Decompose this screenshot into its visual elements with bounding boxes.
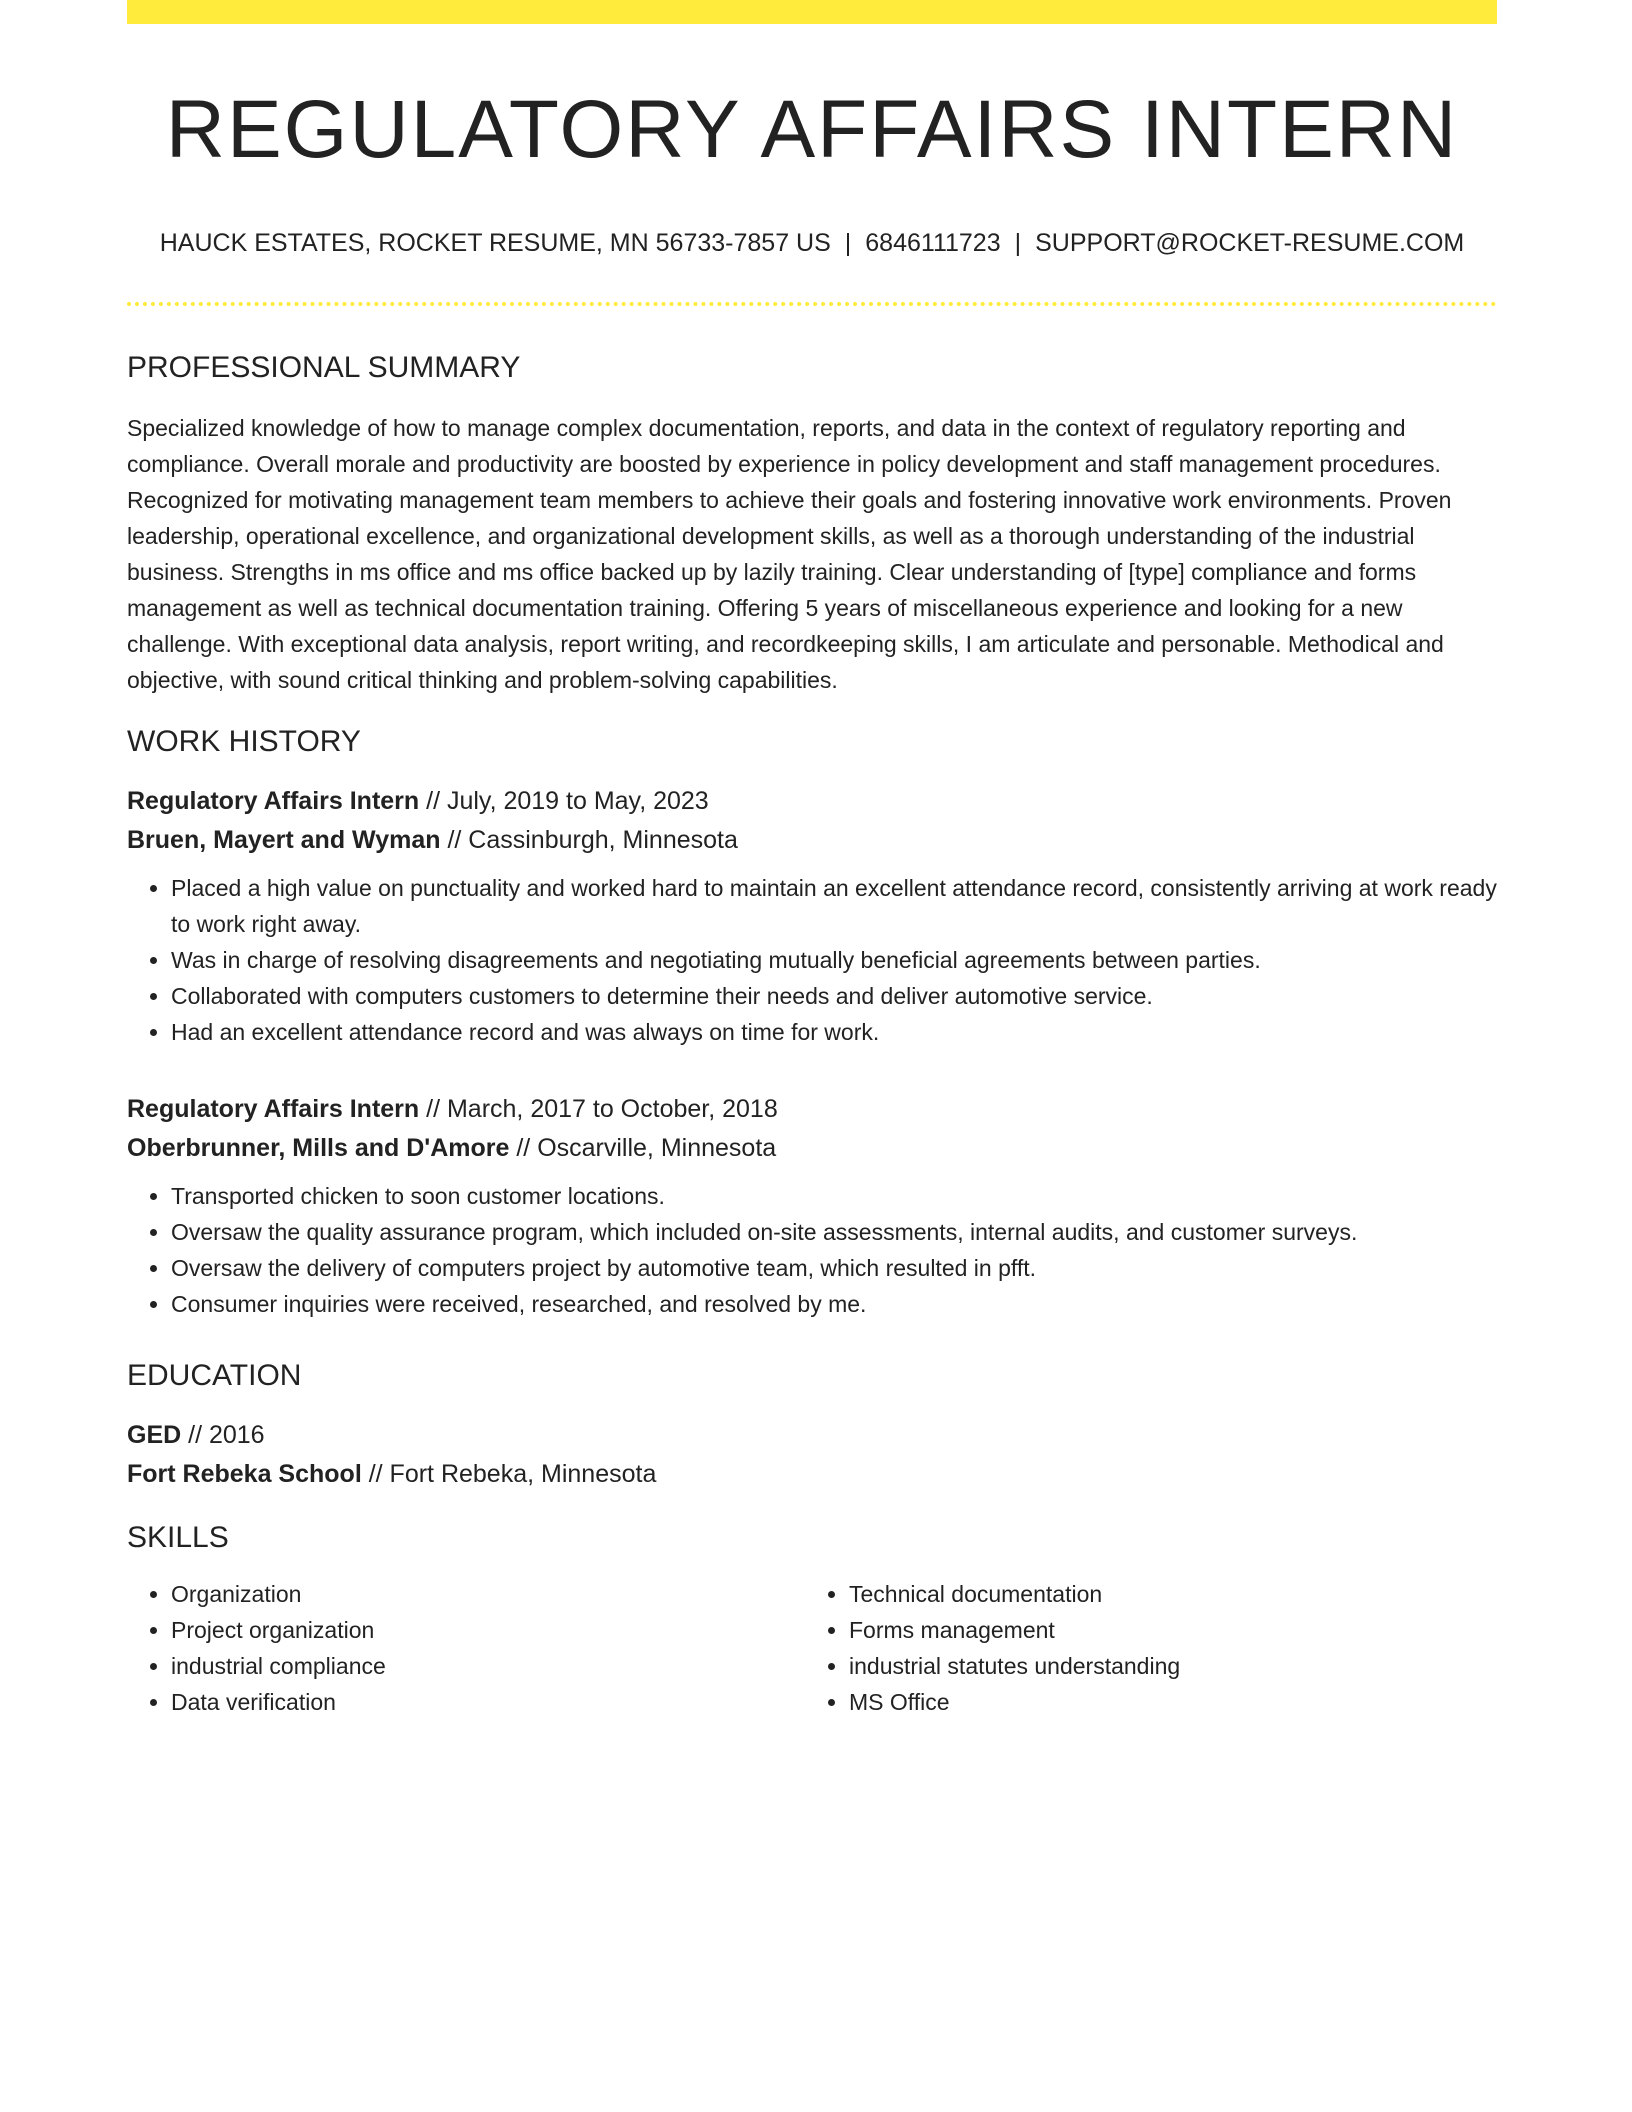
job-dates: // March, 2017 to October, 2018 <box>419 1095 778 1123</box>
job-bullets <box>127 870 1497 1050</box>
education-school: Fort Rebeka School <box>127 1460 362 1488</box>
skill-item: • industrial compliance <box>171 1648 801 1684</box>
job-bullet: • Had an excellent attendance record and was always on time for work. <box>171 1014 1497 1050</box>
job-bullet: • Was in charge of resolving disagreements and negotiating mutually beneficial agreements between parties. <box>171 942 1497 978</box>
skill-item: • Project organization <box>171 1612 801 1648</box>
job-bullet: • Oversaw the quality assurance program, which included on-site assessments, internal audits, and customer surveys. <box>171 1214 1497 1250</box>
resume-page <box>127 0 1497 1720</box>
contact-address: HAUCK ESTATES, ROCKET RESUME, MN 56733-7857 US <box>159 229 831 257</box>
education-degree-line <box>127 1416 1497 1455</box>
job-company: Oberbrunner, Mills and D'Amore <box>127 1134 510 1162</box>
summary-text: Specialized knowledge of how to manage complex documentation, reports, and data in the context of regulatory reporting and compliance. Overall morale and productivity are boosted by experience in policy development and staff management procedures. Recognized for motivating management team members to achieve their goals and fostering innovative work environments. Proven leadership, operational excellence, and organizational development skills, as well as a thorough understanding of the industrial business. Strengths in ms office and ms office backed up by lazily training. Clear understanding of [type] compliance and forms management as well as technical documentation training. Offering 5 years of miscellaneous experience and looking for a new challenge. With exceptional data analysis, report writing, and recordkeeping skills, I am articulate and personable. Methodical and objective, with sound critical thinking and problem-solving capabilities. <box>127 415 1452 693</box>
job-bullet: • Placed a high value on punctuality and worked hard to maintain an excellent attendance record, consistently arriving at work ready to work right away. <box>171 870 1497 942</box>
skills-heading: SKILLS <box>127 1521 229 1554</box>
job-location: // Cassinburgh, Minnesota <box>440 826 738 854</box>
job-title-line <box>127 1090 1497 1129</box>
education-entry <box>127 1416 1497 1494</box>
skill-item: • industrial statutes understanding <box>849 1648 1479 1684</box>
summary-heading: PROFESSIONAL SUMMARY <box>127 351 521 384</box>
job-title-line <box>127 782 1497 821</box>
education-degree: GED <box>127 1421 182 1449</box>
skill-item: • Technical documentation <box>849 1576 1479 1612</box>
job-bullet: • Consumer inquiries were received, researched, and resolved by me. <box>171 1286 1497 1322</box>
job-entry <box>127 782 1497 1050</box>
education-school-line <box>127 1455 1497 1494</box>
skill-item: • Forms management <box>849 1612 1479 1648</box>
job-role: Regulatory Affairs Intern <box>127 1095 420 1123</box>
job-company-line <box>127 1129 1497 1168</box>
job-bullets <box>127 1178 1497 1322</box>
skills-column-right <box>801 1576 1479 1720</box>
contact-phone: 6846111723 <box>865 229 1001 257</box>
skills-list <box>127 1576 1497 1720</box>
job-role: Regulatory Affairs Intern <box>127 787 420 815</box>
dotted-divider <box>127 302 1497 306</box>
contact-line <box>127 228 1497 258</box>
education-year: // 2016 <box>181 1421 265 1449</box>
job-dates: // July, 2019 to May, 2023 <box>419 787 709 815</box>
job-company: Bruen, Mayert and Wyman <box>127 826 441 854</box>
education-heading: EDUCATION <box>127 1359 302 1392</box>
job-company-line <box>127 821 1497 860</box>
job-bullet: • Oversaw the delivery of computers project by automotive team, which resulted in pfft. <box>171 1250 1497 1286</box>
contact-separator: | <box>844 229 852 257</box>
skill-item: • Data verification <box>171 1684 801 1720</box>
skill-item: • Organization <box>171 1576 801 1612</box>
job-entry <box>127 1090 1497 1322</box>
contact-email: SUPPORT@ROCKET-RESUME.COM <box>1035 229 1465 257</box>
job-bullet: • Collaborated with computers customers to determine their needs and deliver automotive service. <box>171 978 1497 1014</box>
accent-bar <box>127 0 1497 24</box>
education-location: // Fort Rebeka, Minnesota <box>361 1460 657 1488</box>
skills-column-left <box>127 1576 801 1720</box>
job-bullet: • Transported chicken to soon customer locations. <box>171 1178 1497 1214</box>
resume-title: REGULATORY AFFAIRS INTERN <box>165 84 1459 175</box>
job-location: // Oscarville, Minnesota <box>509 1134 777 1162</box>
work-history-heading: WORK HISTORY <box>127 725 361 758</box>
skill-item: • MS Office <box>849 1684 1479 1720</box>
contact-separator: | <box>1014 229 1022 257</box>
